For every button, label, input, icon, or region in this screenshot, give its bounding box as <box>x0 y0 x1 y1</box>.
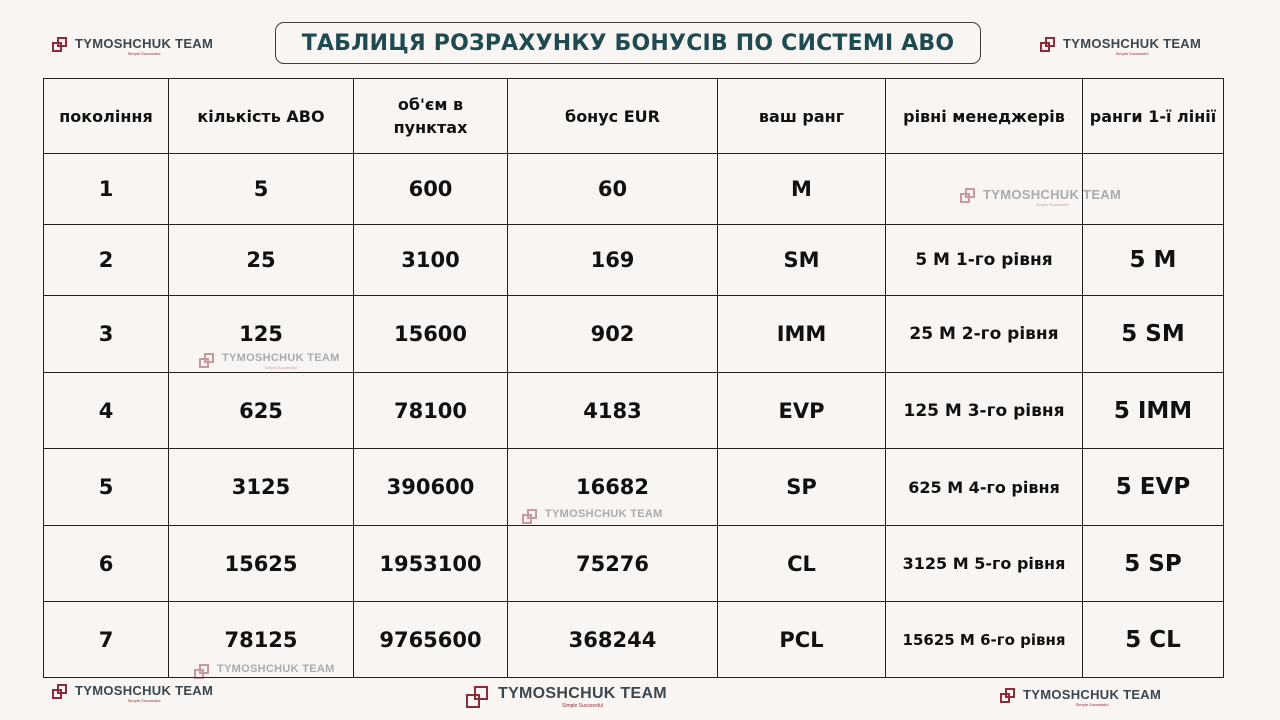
brand-name: TYMOSHCHUK TEAM <box>983 187 1122 202</box>
header-bonus-eur: бонус EUR <box>508 79 718 154</box>
brand-tagline: Simple Successful <box>264 365 298 370</box>
cell-generation: 6 <box>44 526 169 602</box>
cell-volume: 1953100 <box>354 526 508 602</box>
brand-name: TYMOSHCHUK TEAM <box>1063 36 1202 51</box>
cell-bonus: 16682 <box>508 449 718 526</box>
cell-bonus: 60 <box>508 154 718 225</box>
cell-volume: 78100 <box>354 373 508 449</box>
brand-logo-top-left <box>52 37 213 56</box>
cell-first-line-rank: 5 SM <box>1083 296 1224 373</box>
brand-logo-bottom-left <box>52 684 213 703</box>
cell-generation: 7 <box>44 602 169 678</box>
cell-volume: 9765600 <box>354 602 508 678</box>
brand-logo-bottom-right <box>1000 688 1161 707</box>
header-first-line-ranks: ранги 1-ї лінії <box>1083 79 1224 154</box>
cell-bonus: 902 <box>508 296 718 373</box>
cell-first-line-rank: 5 SP <box>1083 526 1224 602</box>
cell-abo-count: 3125 <box>169 449 354 526</box>
cell-volume: 390600 <box>354 449 508 526</box>
brand-tagline: Simple Successful <box>1115 51 1149 56</box>
cell-volume: 3100 <box>354 225 508 296</box>
brand-tagline: Simple Successful <box>1075 702 1109 707</box>
brand-name: TYMOSHCHUK TEAM <box>75 36 214 51</box>
cell-abo-count: 5 <box>169 154 354 225</box>
cell-rank: EVP <box>718 373 886 449</box>
cell-manager-levels: 15625 M 6-го рівня <box>886 602 1083 678</box>
cell-volume: 600 <box>354 154 508 225</box>
brand-tagline: Simple Successful <box>127 698 161 703</box>
header-your-rank: ваш ранг <box>718 79 886 154</box>
cell-rank: SM <box>718 225 886 296</box>
brand-name: TYMOSHCHUK TEAM <box>222 352 340 364</box>
cell-first-line-rank: 5 M <box>1083 225 1224 296</box>
header-volume-points: об'єм в пунктах <box>354 79 508 154</box>
brand-logo-icon <box>1040 37 1057 54</box>
cell-generation: 4 <box>44 373 169 449</box>
cell-first-line-rank: 5 CL <box>1083 602 1224 678</box>
cell-abo-count: 625 <box>169 373 354 449</box>
header-manager-levels: рівні менеджерів <box>886 79 1083 154</box>
header-generation: покоління <box>44 79 169 154</box>
cell-bonus: 75276 <box>508 526 718 602</box>
brand-logo-icon <box>52 684 69 701</box>
cell-abo-count: 15625 <box>169 526 354 602</box>
cell-manager-levels: 625 M 4-го рівня <box>886 449 1083 526</box>
cell-rank: M <box>718 154 886 225</box>
brand-logo-icon <box>522 509 539 526</box>
table-header-row <box>44 79 1224 154</box>
page-title: ТАБЛИЦЯ РОЗРАХУНКУ БОНУСІВ ПО СИСТЕМІ АВО <box>275 22 981 64</box>
cell-first-line-rank: 5 EVP <box>1083 449 1224 526</box>
cell-bonus: 368244 <box>508 602 718 678</box>
brand-name: TYMOSHCHUK TEAM <box>217 663 335 675</box>
cell-abo-count: 78125 <box>169 602 354 678</box>
brand-name: TYMOSHCHUK TEAM <box>75 683 214 698</box>
cell-bonus: 169 <box>508 225 718 296</box>
table-row <box>44 526 1224 602</box>
brand-name: TYMOSHCHUK TEAM <box>545 508 663 520</box>
cell-manager-levels: 3125 M 5-го рівня <box>886 526 1083 602</box>
brand-name: TYMOSHCHUK TEAM <box>1023 687 1162 702</box>
cell-generation: 5 <box>44 449 169 526</box>
brand-name: TYMOSHCHUK TEAM <box>498 685 667 702</box>
brand-logo-icon <box>52 37 69 54</box>
header-abo-count: кількість АВО <box>169 79 354 154</box>
brand-logo-icon <box>1000 688 1017 705</box>
cell-rank: SP <box>718 449 886 526</box>
table-row <box>44 373 1224 449</box>
bonus-table <box>43 78 1224 678</box>
brand-logo-icon <box>199 353 216 370</box>
cell-rank: CL <box>718 526 886 602</box>
brand-tagline: Simple Successful <box>562 703 603 709</box>
cell-bonus: 4183 <box>508 373 718 449</box>
brand-logo-icon <box>466 686 490 710</box>
brand-logo-bottom-center <box>466 686 667 710</box>
cell-manager-levels: 5 M 1-го рівня <box>886 225 1083 296</box>
brand-logo-top-right <box>1040 37 1201 56</box>
cell-manager-levels: 25 M 2-го рівня <box>886 296 1083 373</box>
cell-abo-count: 25 <box>169 225 354 296</box>
cell-first-line-rank: 5 IMM <box>1083 373 1224 449</box>
brand-watermark <box>522 509 663 526</box>
cell-generation: 3 <box>44 296 169 373</box>
brand-watermark <box>194 664 335 681</box>
brand-logo-icon <box>194 664 211 681</box>
brand-tagline: Simple Successful <box>1035 202 1069 207</box>
cell-generation: 1 <box>44 154 169 225</box>
brand-watermark <box>960 188 1121 207</box>
cell-abo-count: 125 <box>169 296 354 373</box>
cell-volume: 15600 <box>354 296 508 373</box>
cell-rank: IMM <box>718 296 886 373</box>
table-row <box>44 225 1224 296</box>
brand-tagline: Simple Successful <box>127 51 161 56</box>
cell-generation: 2 <box>44 225 169 296</box>
cell-rank: PCL <box>718 602 886 678</box>
brand-watermark <box>199 353 340 370</box>
cell-manager-levels: 125 M 3-го рівня <box>886 373 1083 449</box>
brand-logo-icon <box>960 188 977 205</box>
